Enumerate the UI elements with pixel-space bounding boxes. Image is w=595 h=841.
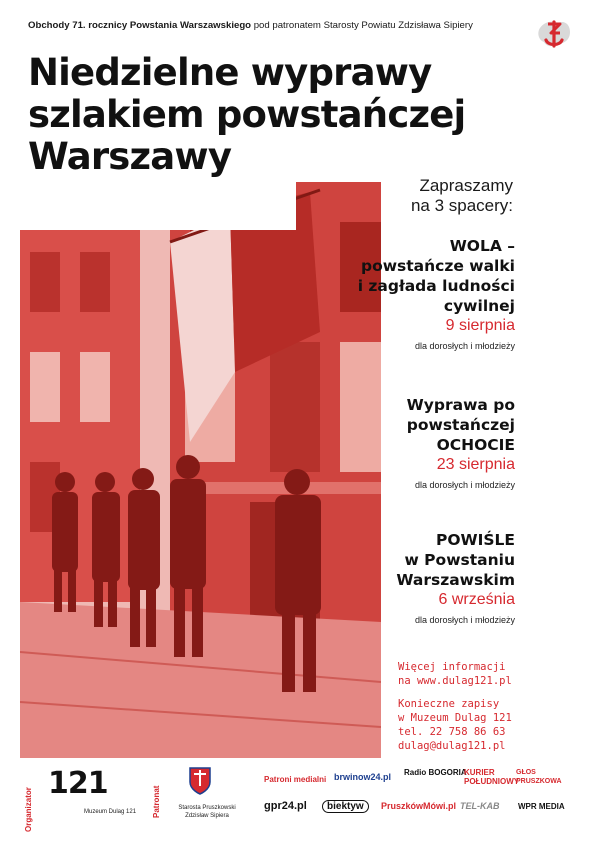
title-notch — [20, 182, 296, 230]
walk-title-line: OCHOCIE — [436, 436, 515, 454]
registration-line-2: w Muzeum Dulag 121 — [398, 712, 512, 724]
walk-audience: dla dorosłych i młodzieży — [414, 341, 515, 351]
invitation — [383, 176, 513, 216]
media-patrons-label: Patroni medialni — [264, 775, 327, 784]
walk-title-line: cywilnej — [443, 297, 515, 315]
poster-title — [28, 52, 465, 178]
walk-title-line: powstańczej — [406, 416, 515, 434]
walk-date: 6 września — [438, 591, 515, 608]
website-link[interactable]: na www.dulag121.pl — [398, 675, 512, 687]
walk-title-line: i zagłada ludności — [357, 277, 515, 295]
walk-title-line: Wyprawa po — [406, 396, 515, 414]
event-name: Obchody 71. rocznicy Powstania Warszawskiego — [28, 20, 252, 31]
insurgents-photo — [20, 182, 381, 758]
powiat-coat-of-arms-icon — [188, 766, 212, 796]
title-line-2: szlakiem powstańczej — [28, 93, 466, 136]
invitation-line-1: Zapraszamy — [419, 176, 513, 195]
patron-line-2: Zdzisław Sipiera — [185, 813, 229, 819]
title-line-1: Niedzielne wyprawy — [28, 51, 432, 94]
media-logo-gpr24: gpr24.pl — [264, 800, 307, 812]
organizer-name: Muzeum Dulag 121 — [84, 809, 137, 815]
footer — [0, 760, 595, 841]
walk-audience: dla dorosłych i młodzieży — [414, 615, 515, 625]
kotwica-icon — [534, 14, 574, 54]
registration-line-1: Konieczne zapisy — [398, 698, 500, 710]
media-logo-kurier: KURIER POŁUDNIOWY — [464, 768, 520, 786]
title-line-3: Warszawy — [28, 135, 232, 178]
media-logo-bogoria: Radio BOGORIA — [404, 768, 467, 777]
event-patronage-line — [28, 20, 548, 31]
registration-info — [398, 697, 512, 753]
walk-date: 23 sierpnia — [436, 456, 515, 473]
patron-line-1: Starosta Pruszkowski — [178, 805, 236, 811]
walk-date: 9 sierpnia — [445, 317, 515, 334]
invitation-line-2: na 3 spacery: — [410, 196, 513, 215]
walk-title-line: w Powstaniu — [404, 551, 515, 569]
dulag-logo: 121 — [48, 766, 108, 801]
media-logo-tel-kab: TEL-KAB — [460, 801, 500, 811]
patronage-label: Patronat — [152, 785, 161, 818]
media-logo-brwinow24: brwinow24.pl — [334, 772, 392, 782]
walk-title-line: Warszawskim — [396, 571, 515, 589]
media-logo-biektyw: biektyw — [322, 800, 369, 813]
patronage-text: pod patronatem Starosty Powiatu Zdzisława Sipiery — [251, 20, 473, 31]
more-info-line-1: Więcej informacji — [398, 661, 506, 673]
email-link[interactable]: dulag@dulag121.pl — [398, 740, 506, 752]
walk-title-line: WOLA – — [449, 237, 515, 255]
walk-title-line: powstańcze walki — [360, 257, 515, 275]
organizer-label: Organizator — [24, 787, 33, 832]
walk-wola — [358, 236, 515, 353]
media-logo-wpr-media: WPR MEDIA — [518, 802, 565, 811]
phone-number[interactable]: tel. 22 758 86 63 — [398, 726, 506, 738]
walk-title-line: POWIŚLE — [435, 531, 515, 549]
patron-name — [172, 804, 242, 820]
media-logo-glos-pruszkowa: GŁOS PRUSZKOWA — [516, 769, 562, 785]
media-logo-pruszkow-mowi: PruszkówMówi.pl — [381, 801, 457, 811]
more-info — [398, 660, 512, 688]
walk-audience: dla dorosłych i młodzieży — [414, 480, 515, 490]
walk-powisle — [396, 530, 515, 627]
walk-ochota — [407, 395, 515, 492]
